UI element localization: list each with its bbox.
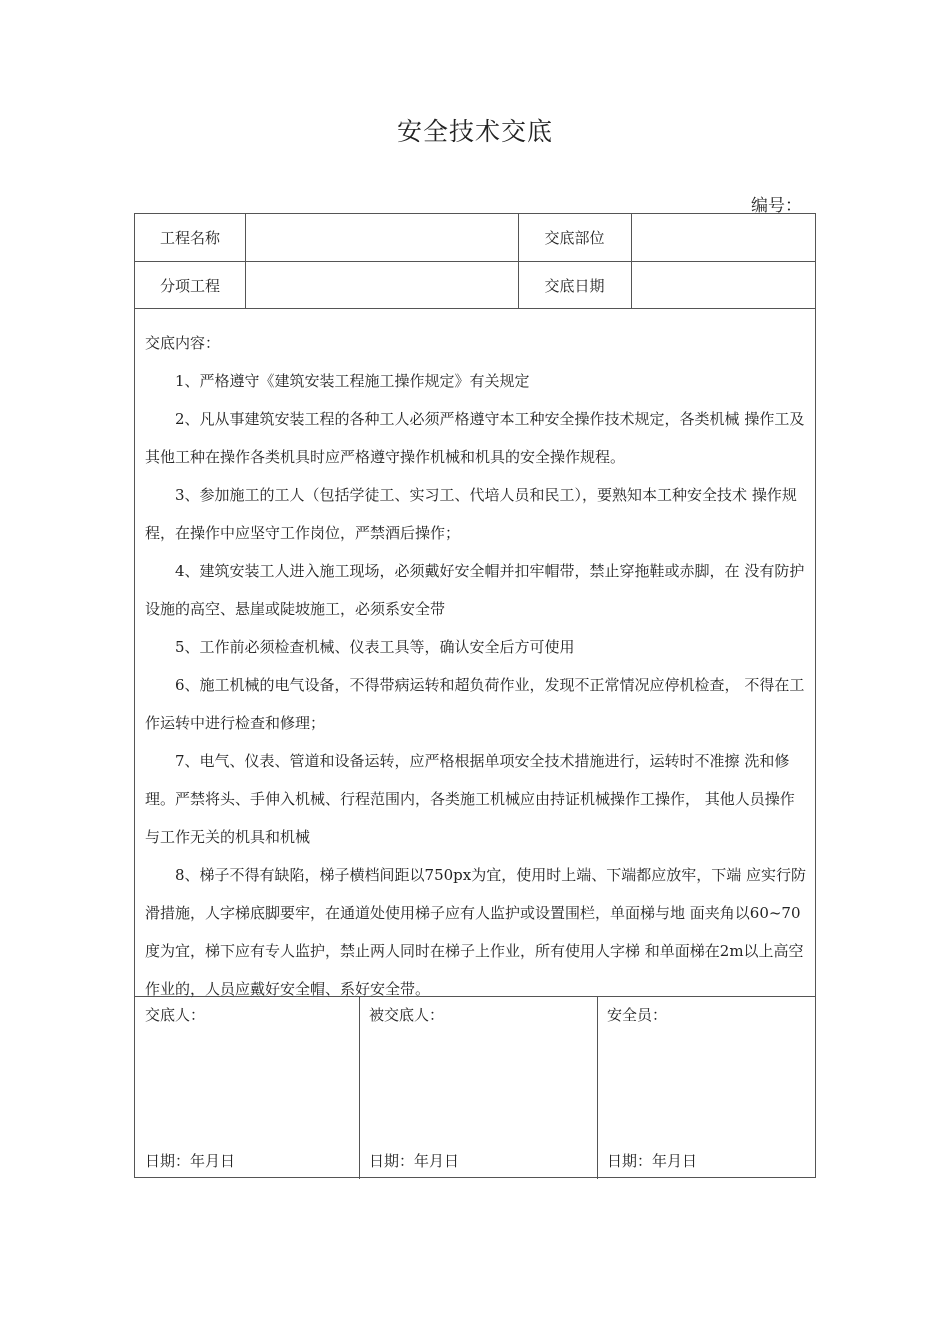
row-divider: [135, 308, 815, 309]
presenter-label: 交底人：: [145, 1006, 206, 1024]
content-item: 8、梯子不得有缺陷，梯子横档间距以750px为宜，使用时上端、下端都应放牢，下端 应实行防滑措施，人字梯底脚要牢，在通道处使用梯子应有人监护或设置围栏，单面梯与地 面夹角以60~70度为宜，梯下应有专人监护，禁止两人同时在梯子上作业，所有使用人字梯 和单面梯在2m以上高空作业的，人员应戴好安全帽、系好安全带。: [145, 866, 807, 998]
subproject-label: 分项工程: [159, 277, 220, 295]
column-divider: [359, 996, 360, 1179]
location-label: 交底部位: [544, 229, 605, 247]
presenter-date: 日期：年月日: [145, 1152, 236, 1170]
content-item: 3、参加施工的工人（包括学徒工、实习工、代培人员和民工），要熟知本工种安全技术 操作规程，在操作中应坚守工作岗位，严禁酒后操作；: [145, 486, 797, 542]
document-title: 安全技术交底: [396, 117, 553, 146]
recipient-label: 被交底人：: [369, 1006, 445, 1024]
column-divider: [631, 214, 632, 308]
content-item: 7、电气、仪表、管道和设备运转，应严格根据单项安全技术措施进行，运转时不准擦 洗和修理。严禁将头、手伸入机械、行程范围内，各类施工机械应由持证机械操作工操作， 其他人员操作与工作无关的机具和机械: [145, 752, 795, 846]
content-item: 1、严格遵守《建筑安装工程施工操作规定》有关规定: [175, 372, 530, 390]
column-divider: [597, 996, 598, 1179]
serial-number-label: 编号：: [751, 196, 802, 216]
disclosure-content: [145, 324, 807, 1008]
row-divider: [135, 261, 815, 262]
project-name-label: 工程名称: [159, 229, 220, 247]
content-item: 4、建筑安装工人进入施工现场，必须戴好安全帽并扣牢帽带，禁止穿拖鞋或赤脚，在 没有防护设施的高空、悬崖或陡坡施工，必须系安全带: [145, 562, 805, 618]
safety-officer-date: 日期：年月日: [607, 1152, 698, 1170]
content-item: 6、施工机械的电气设备，不得带病运转和超负荷作业，发现不正常情况应停机检查， 不得在工作运转中进行检查和修理；: [145, 676, 805, 732]
disclosure-form-table: [134, 213, 816, 1178]
content-item: 2、凡从事建筑安装工程的各种工人必须严格遵守本工种安全操作技术规定，各类机械 操作工及其他工种在操作各类机具时应严格遵守操作机械和机具的安全操作规程。: [145, 410, 805, 466]
safety-officer-label: 安全员：: [607, 1006, 668, 1024]
recipient-date: 日期：年月日: [369, 1152, 460, 1170]
content-item: 5、工作前必须检查机械、仪表工具等，确认安全后方可使用: [175, 638, 575, 656]
date-label: 交底日期: [544, 277, 605, 295]
column-divider: [245, 214, 246, 308]
content-heading: 交底内容：: [145, 334, 221, 352]
